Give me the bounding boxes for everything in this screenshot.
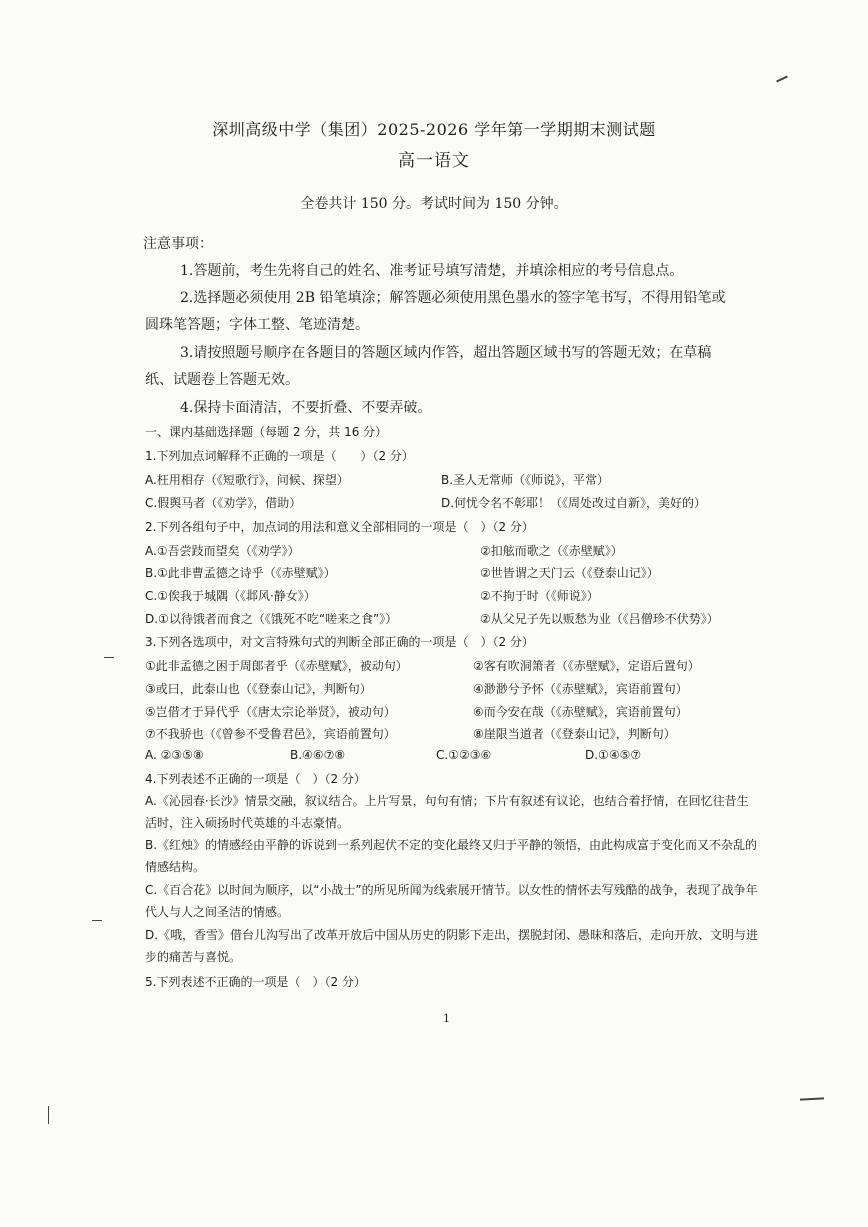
exam-subject: 高一语文 bbox=[398, 151, 470, 171]
exam-total-info: 全卷共计 150 分。考试时间为 150 分钟。 bbox=[300, 196, 568, 212]
q4-option-c: C.《百合花》以时间为顺序，以“小战士”的所见所闻为线索展开情节。以女性的情怀去写残酷的战争，表现了战争年代人与人之间圣洁的情感。 bbox=[145, 883, 758, 919]
q3-stem: 3.下列各选项中，对文言特殊句式的判断全部正确的一项是（ ）（2 分） bbox=[145, 635, 534, 649]
q4-option-a: A.《沁园春·长沙》情景交融，叙议结合。上片写景，句句有情；下片有叙述有议论，也结合着抒情，在回忆往昔生活时，注入硕扬时代英雄的斗志豪情。 bbox=[145, 794, 749, 830]
section-1-heading: 一、课内基础选择题（每题 2 分，共 16 分） bbox=[145, 425, 388, 439]
q5-stem: 5.下列表述不正确的一项是（ ）（2 分） bbox=[145, 975, 366, 989]
q2-stem: 2.下列各组句子中，加点词的用法和意义全部相同的一项是（ ）（2 分） bbox=[145, 520, 534, 534]
q3-item-7: ⑦不我骄也（《曾参不受鲁君邑》，宾语前置句） bbox=[145, 727, 396, 741]
q3-item-6: ⑥而今安在哉（《赤壁赋》，宾语前置句） bbox=[473, 705, 688, 719]
scan-mark bbox=[104, 657, 114, 658]
page-number: 1 bbox=[443, 1012, 450, 1025]
q2-option-a-1: A.①吾尝跂而望矣（《劝学》） bbox=[145, 544, 300, 558]
q4-option-d: D.《哦，香雪》借台儿沟写出了改革开放后中国从历史的阴影下走出，摆脱封闭、愚昧和落后，走向开放、文明与进步的痛苦与喜悦。 bbox=[145, 928, 759, 964]
q2-option-a-2: ②扣舷而歌之（《赤壁赋》） bbox=[480, 544, 623, 558]
q2-option-c-1: C.①俟我于城隅（《邶风·静女》） bbox=[145, 589, 316, 603]
q3-option-b: B.④⑥⑦⑧ bbox=[290, 748, 346, 762]
q2-option-b-2: ②世皆谓之天门云（《登泰山记》） bbox=[480, 566, 659, 580]
scan-mark bbox=[800, 1097, 824, 1100]
q2-option-c-2: ②不拘于时（《师说》） bbox=[480, 589, 599, 603]
q3-item-1: ①此非孟德之困于周郎者乎（《赤壁赋》，被动句） bbox=[145, 659, 408, 673]
note-2-line-1: 2.选择题必须使用 2B 铅笔填涂；解答题必须使用黑色墨水的签字笔书写，不得用铅笔或 bbox=[180, 290, 726, 306]
q1-option-b: B.圣人无常师（《师说》，平常） bbox=[441, 473, 610, 487]
note-3-line-1: 3.请按照题号顺序在各题目的答题区域内作答，超出答题区域书写的答题无效；在草稿 bbox=[180, 345, 712, 361]
q3-item-5: ⑤岂借才于异代乎（《唐太宗论举贤》，被动句） bbox=[145, 705, 396, 719]
note-4: 4.保持卡面清洁，不要折叠、不要弄破。 bbox=[180, 400, 432, 416]
q3-option-d: D.①④⑤⑦ bbox=[585, 748, 642, 762]
exam-title: 深圳高级中学（集团）2025-2026 学年第一学期期末测试题 bbox=[212, 120, 656, 139]
notes-title: 注意事项： bbox=[143, 236, 213, 252]
note-2-line-2: 圆珠笔答题；字体工整、笔迹清楚。 bbox=[145, 317, 369, 333]
q3-item-8: ⑧崖限当道者（《登泰山记》，判断句） bbox=[473, 727, 676, 741]
q1-option-d: D.何忧令名不彰耶！（《周处改过自新》，美好的） bbox=[441, 496, 707, 510]
q2-option-b-1: B.①此非曹孟德之诗乎（《赤壁赋》） bbox=[145, 566, 336, 580]
q1-option-c: C.假舆马者（《劝学》，借助） bbox=[145, 496, 302, 510]
q3-option-a: A. ②③⑤⑧ bbox=[145, 748, 204, 762]
note-1: 1.答题前，考生先将自己的姓名、准考证号填写清楚，并填涂相应的考号信息点。 bbox=[180, 263, 684, 279]
q2-option-d-1: D.①以待饿者而食之（《饿死不吃“嗟来之食”》） bbox=[145, 612, 398, 626]
q4-stem: 4.下列表述不正确的一项是（ ）（2 分） bbox=[145, 772, 366, 786]
scan-mark bbox=[92, 920, 102, 921]
q3-option-c: C.①②③⑥ bbox=[436, 748, 492, 762]
q1-stem: 1.下列加点词解释不正确的一项是（ ）（2 分） bbox=[145, 449, 414, 463]
q4-option-b: B.《红烛》的情感经由平静的诉说到一系列起伏不定的变化最终又归于平静的领悟，由此构成富于变化而又不杂乱的情感结构。 bbox=[145, 838, 758, 874]
q3-item-2: ②客有吹洞箫者（《赤壁赋》，定语后置句） bbox=[473, 659, 700, 673]
note-3-line-2: 纸、试题卷上答题无效。 bbox=[145, 372, 299, 388]
q1-option-a: A.枉用相存（《短歌行》，问候、探望） bbox=[145, 473, 349, 487]
q3-item-3: ③或曰，此泰山也（《登泰山记》，判断句） bbox=[145, 682, 372, 696]
scan-mark bbox=[776, 76, 788, 83]
q3-item-4: ④渺渺兮予怀（《赤壁赋》，宾语前置句） bbox=[473, 682, 688, 696]
q2-option-d-2: ②从父兄子先以贩愁为业（《吕僧珍不伏势》） bbox=[480, 612, 719, 626]
scan-mark bbox=[48, 1106, 49, 1124]
